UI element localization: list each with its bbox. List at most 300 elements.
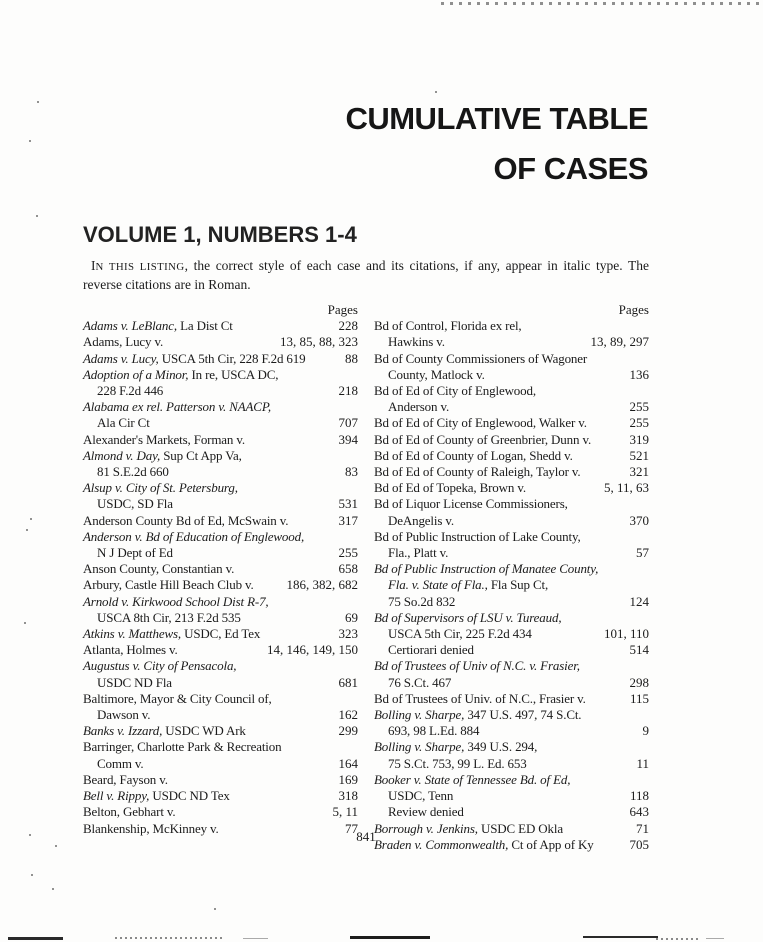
case-line [83,545,358,561]
case-page-number: 186, 382, 682 [286,577,358,593]
case-line [374,658,649,674]
case-entry [83,480,358,512]
case-page-number: 124 [629,593,649,609]
pages-column-header: Pages [327,302,358,317]
scan-dashed-edge [441,2,763,5]
case-entry [83,626,358,642]
scan-speck [214,908,216,910]
case-line [83,318,358,334]
case-line [83,723,358,739]
scan-speck [26,529,28,531]
case-page-number: 5, 11, 63 [603,480,649,496]
case-entry [83,529,358,561]
case-line [374,804,649,820]
case-entry [374,448,649,464]
case-line [374,723,649,739]
case-page-number: 77 [345,820,358,836]
case-table [83,302,649,853]
scan-speck [435,91,437,93]
case-page-number: 705 [629,836,649,852]
case-style-italic: Banks v. Izzard, [83,723,163,739]
case-style-italic: Bell v. Rippy, [83,788,150,804]
case-line [83,691,358,707]
case-line [83,756,358,772]
scan-smudge [706,938,724,939]
case-entry [83,448,358,480]
case-text-roman: Blankenship, McKinney v. [83,820,219,836]
case-entry [374,464,649,480]
case-table-right-column [374,302,649,853]
case-style-italic: Adams v. Lucy, [83,350,159,366]
case-page-number: 13, 85, 88, 323 [280,334,358,350]
case-text [374,432,591,448]
case-text [83,464,169,480]
case-style-italic: Arnold v. Kirkwood School Dist R-7, [83,593,269,609]
scan-speck [24,622,26,624]
case-page-number: 531 [338,496,358,512]
case-text-roman: USDC WD Ark [162,723,246,739]
case-text-roman: USDC ED Okla [477,820,563,836]
scan-smudge [243,938,268,939]
case-style-italic: Bd of Trustees of Univ of N.C. v. Frasier, [374,658,580,674]
pages-column-header: Pages [618,302,649,317]
case-line [374,399,649,415]
intro-paragraph [83,257,649,293]
case-text-roman: Bd of Control, Florida ex rel, [374,318,522,334]
case-text-roman: Baltimore, Mayor & City Council of, [83,690,272,706]
case-line [374,496,649,512]
case-page-number: 317 [338,512,358,528]
case-entry [83,577,358,593]
case-style-italic: Booker v. State of Tennessee Bd. of Ed, [374,771,571,787]
case-text-roman: Bd of Liquor License Commissioners, [374,496,568,512]
case-line [83,399,358,415]
page-title [345,94,648,194]
case-entry [374,691,649,707]
case-page-number: 298 [629,674,649,690]
case-line [374,675,649,691]
case-entry [83,658,358,690]
case-text [374,351,587,367]
case-page-number: 521 [629,447,649,463]
case-page-number: 643 [629,804,649,820]
case-page-number: 218 [338,383,358,399]
case-page-number: 136 [629,366,649,382]
case-line [83,642,358,658]
case-text-roman: Anderson v. [388,399,450,415]
case-entry [83,723,358,739]
case-text [83,723,246,739]
case-text-roman: DeAngelis v. [388,512,454,528]
case-line [83,626,358,642]
case-text-roman: USDC ND Tex [149,788,230,804]
case-text [374,577,548,593]
case-text [83,318,233,334]
case-line [83,432,358,448]
case-line [83,448,358,464]
case-text [83,675,172,691]
case-text [374,626,532,642]
case-text-roman: Anson County, Constantian v. [83,561,235,577]
case-line [374,529,649,545]
scan-speck [36,215,38,217]
case-text [83,577,254,593]
case-entry [374,351,649,383]
case-text-roman: 228 F.2d 446 [97,383,164,399]
case-line [374,739,649,755]
case-line [374,415,649,431]
case-style-italic: Alsup v. City of St. Petersburg, [83,480,238,496]
case-text-roman: Bd of Ed of County of Logan, Shedd v. [374,447,573,463]
case-text [374,642,474,658]
case-line [374,351,649,367]
case-page-number: 299 [338,723,358,739]
scan-speck [29,834,31,836]
case-entry [374,658,649,690]
case-line [83,513,358,529]
case-line [374,788,649,804]
scan-smudge [8,937,63,940]
case-text [83,513,288,529]
case-style-italic: Braden v. Commonwealth, [374,836,509,852]
case-text-roman: Anderson County Bd of Ed, McSwain v. [83,512,289,528]
case-line [374,513,649,529]
case-page-number: 658 [338,561,358,577]
page-title-line1: CUMULATIVE TABLE [345,101,648,136]
case-text [374,448,573,464]
case-page-number: 681 [338,674,358,690]
case-table-left-column [83,302,358,853]
case-style-italic: Bolling v. Sharpe, [374,707,465,723]
case-text [374,464,580,480]
case-text [83,772,168,788]
case-entry [83,691,358,723]
case-line [374,756,649,772]
case-style-italic: Bolling v. Sharpe, [374,739,465,755]
case-line [374,691,649,707]
case-line [83,480,358,496]
case-text-roman: Alexander's Markets, Forman v. [83,431,245,447]
case-text-roman: Atlanta, Holmes v. [83,642,178,658]
case-style-italic: Alabama ex rel. Patterson v. NAACP, [83,399,272,415]
case-line [374,367,649,383]
case-text [83,399,271,415]
case-text [374,545,448,561]
case-text-roman: Adams, Lucy v. [83,334,164,350]
case-entry [83,788,358,804]
case-page-number: 162 [338,707,358,723]
case-line [374,772,649,788]
case-entry [83,318,358,334]
case-line [374,334,649,350]
case-text-roman: 81 S.E.2d 660 [97,464,169,480]
case-text-roman: Bd of Ed of City of Englewood, [374,383,536,399]
case-style-italic: Augustus v. City of Pensacola, [83,658,237,674]
case-text-roman: 76 S.Ct. 467 [388,674,452,690]
case-text [83,545,173,561]
scan-speck [30,518,32,520]
case-entry [83,399,358,431]
case-text [374,675,451,691]
case-page-number: 9 [642,723,649,739]
case-page-number: 514 [629,642,649,658]
case-line [374,448,649,464]
folio-page-number: 841 [356,829,376,844]
case-text-roman: Bd of Ed of County of Greenbrier, Dunn v. [374,431,592,447]
case-text [374,383,536,399]
case-text [374,723,479,739]
case-text [83,383,163,399]
case-line [83,772,358,788]
case-line [83,804,358,820]
case-text [83,642,178,658]
case-line [374,626,649,642]
case-page-number: 71 [636,820,649,836]
case-page-number: 394 [338,431,358,447]
case-page-number: 115 [629,690,649,706]
case-page-number: 318 [338,788,358,804]
case-entry [374,496,649,528]
scan-speck [29,140,31,142]
case-style-italic: Fla. v. State of Fla., [388,577,488,593]
case-line [83,367,358,383]
case-line [374,610,649,626]
case-text [374,415,587,431]
case-line [83,739,358,755]
case-line [83,675,358,691]
case-line [83,707,358,723]
case-entry [83,772,358,788]
case-page-number: 255 [338,545,358,561]
case-text [83,432,245,448]
case-style-italic: Adams v. LeBlanc, [83,318,177,334]
case-line [83,351,358,367]
case-text [374,594,455,610]
case-text-roman: USDC, Tenn [388,788,454,804]
case-text [83,415,150,431]
case-entry [83,513,358,529]
case-line [83,383,358,399]
case-style-italic: Almond v. Day, [83,447,161,463]
case-text [374,691,586,707]
case-entry [374,739,649,771]
case-line [83,658,358,674]
page-title-line2: OF CASES [493,151,648,186]
case-entry [83,804,358,820]
case-entry [374,432,649,448]
case-text-roman: In re, USCA DC, [188,366,279,382]
case-line [374,594,649,610]
case-text [374,658,580,674]
case-style-italic: Atkins v. Matthews, [83,626,182,642]
case-text-roman: Bd of Trustees of Univ. of N.C., Frasier v. [374,690,586,706]
case-text [374,367,485,383]
case-entry [83,367,358,399]
case-entry [83,642,358,658]
case-line [374,432,649,448]
case-entry [374,561,649,610]
intro-lead-cap: I [91,258,96,273]
case-text-roman: Comm v. [97,755,144,771]
case-line [83,334,358,350]
case-text [374,707,581,723]
case-text-roman: Ct of App of Ky [508,836,594,852]
case-style-italic: Bd of Public Instruction of Manatee County, [374,561,599,577]
case-text-roman: 349 U.S. 294, [464,739,538,755]
intro-smallcaps: N THIS LISTING [95,261,185,273]
case-text-roman: USCA 8th Cir, 213 F.2d 535 [97,609,241,625]
case-text-roman: Certiorari denied [388,642,474,658]
case-text [83,756,144,772]
case-page-number: 228 [338,318,358,334]
case-text-roman: La Dist Ct [176,318,233,334]
case-text-roman: Bd of Ed of County of Raleigh, Taylor v. [374,464,581,480]
case-text [374,756,527,772]
case-text-roman: Bd of County Commissioners of Wagoner [374,350,588,366]
case-entry [83,432,358,448]
case-line [83,561,358,577]
case-text-roman: County, Matlock v. [388,366,485,382]
case-text [374,480,526,496]
case-line [374,642,649,658]
case-page-number: 14, 146, 149, 150 [267,642,358,658]
case-line [374,480,649,496]
case-text [83,529,304,545]
case-text-roman: Arbury, Castle Hill Beach Club v. [83,577,254,593]
case-style-italic: Bd of Supervisors of LSU v. Tureaud, [374,609,562,625]
case-entry [83,561,358,577]
scan-speck [31,874,33,876]
case-text-roman: Sup Ct App Va, [160,447,242,463]
case-text-roman: Dawson v. [97,707,151,723]
case-text [83,804,176,820]
case-page-number: 101, 110 [603,626,649,642]
case-text [374,318,522,334]
case-text-roman: USDC ND Fla [97,674,172,690]
case-style-italic: Adoption of a Minor, [83,366,189,382]
case-text [374,610,561,626]
case-text [83,658,236,674]
case-style-italic: Anderson v. Bd of Education of Englewood, [83,528,305,544]
case-page-number: 255 [629,399,649,415]
case-text [374,804,464,820]
case-entry [83,594,358,626]
case-page-number: 164 [338,755,358,771]
case-text [83,626,260,642]
case-line [83,610,358,626]
case-line [374,577,649,593]
case-text [83,448,242,464]
case-text-roman: Hawkins v. [388,334,445,350]
case-text-roman: USDC, Ed Tex [181,626,261,642]
case-line [83,577,358,593]
case-line [83,594,358,610]
case-line [374,464,649,480]
case-line [83,464,358,480]
scan-smudge [583,936,658,938]
scan-speck [55,845,57,847]
case-text [374,739,537,755]
case-page-number: 88 [345,350,358,366]
case-line [374,383,649,399]
case-page-number: 169 [338,771,358,787]
case-text [83,594,269,610]
case-text [83,496,173,512]
case-line [83,529,358,545]
case-entry [83,739,358,771]
case-text [83,561,234,577]
case-page-number: 13, 89, 297 [590,334,649,350]
case-entry [374,529,649,561]
case-text [374,772,570,788]
case-text-roman: Bd of Public Instruction of Lake County, [374,528,581,544]
case-page-number: 370 [629,512,649,528]
case-line [83,496,358,512]
case-entry [374,610,649,659]
case-page-number: 707 [338,415,358,431]
case-line [374,545,649,561]
case-text [374,513,454,529]
case-entry [374,383,649,415]
case-page-number: 319 [629,431,649,447]
case-style-italic: Borrough v. Jenkins, [374,820,478,836]
case-line [374,561,649,577]
case-entry [374,772,649,821]
case-text [374,399,449,415]
case-text [83,707,150,723]
case-line [374,707,649,723]
intro-text: , the correct style of each case and its citations, if any, appear in italic type. The reverse citations are in Roman. [83,258,649,292]
case-text-roman: 75 S.Ct. 753, 99 L. Ed. 653 [388,755,527,771]
case-entry [83,334,358,350]
case-text-roman: N J Dept of Ed [97,545,173,561]
case-text [83,739,281,755]
case-page-number: 69 [345,609,358,625]
case-text [83,691,272,707]
case-text [83,788,230,804]
case-entry [83,351,358,367]
case-text [83,351,305,367]
case-text [83,610,241,626]
case-text-roman: Fla Sup Ct, [487,577,549,593]
case-entry [374,318,649,350]
case-text-roman: USCA 5th Cir, 225 F.2d 434 [388,626,532,642]
case-text-roman: Barringer, Charlotte Park & Recreation [83,739,282,755]
case-text [374,529,581,545]
case-page-number: 118 [629,788,649,804]
case-text-roman: Beard, Fayson v. [83,771,168,787]
case-text-roman: Review denied [388,804,464,820]
case-page-number: 5, 11 [332,804,358,820]
case-text-roman: USCA 5th Cir, 228 F.2d 619 [158,350,306,366]
case-text-roman: Fla., Platt v. [388,545,449,561]
case-text [83,334,163,350]
case-text [374,788,453,804]
case-text-roman: USDC, SD Fla [97,496,173,512]
case-text-roman: 75 So.2d 832 [388,593,456,609]
scan-smudge [115,937,225,939]
case-entry [374,707,649,739]
case-text [374,334,445,350]
case-entry [374,415,649,431]
case-text [374,496,568,512]
case-text-roman: Belton, Gebhart v. [83,804,176,820]
volume-heading: VOLUME 1, NUMBERS 1-4 [83,222,357,247]
case-text [83,367,278,383]
case-line [83,415,358,431]
case-page-number: 57 [636,545,649,561]
case-page-number: 83 [345,464,358,480]
